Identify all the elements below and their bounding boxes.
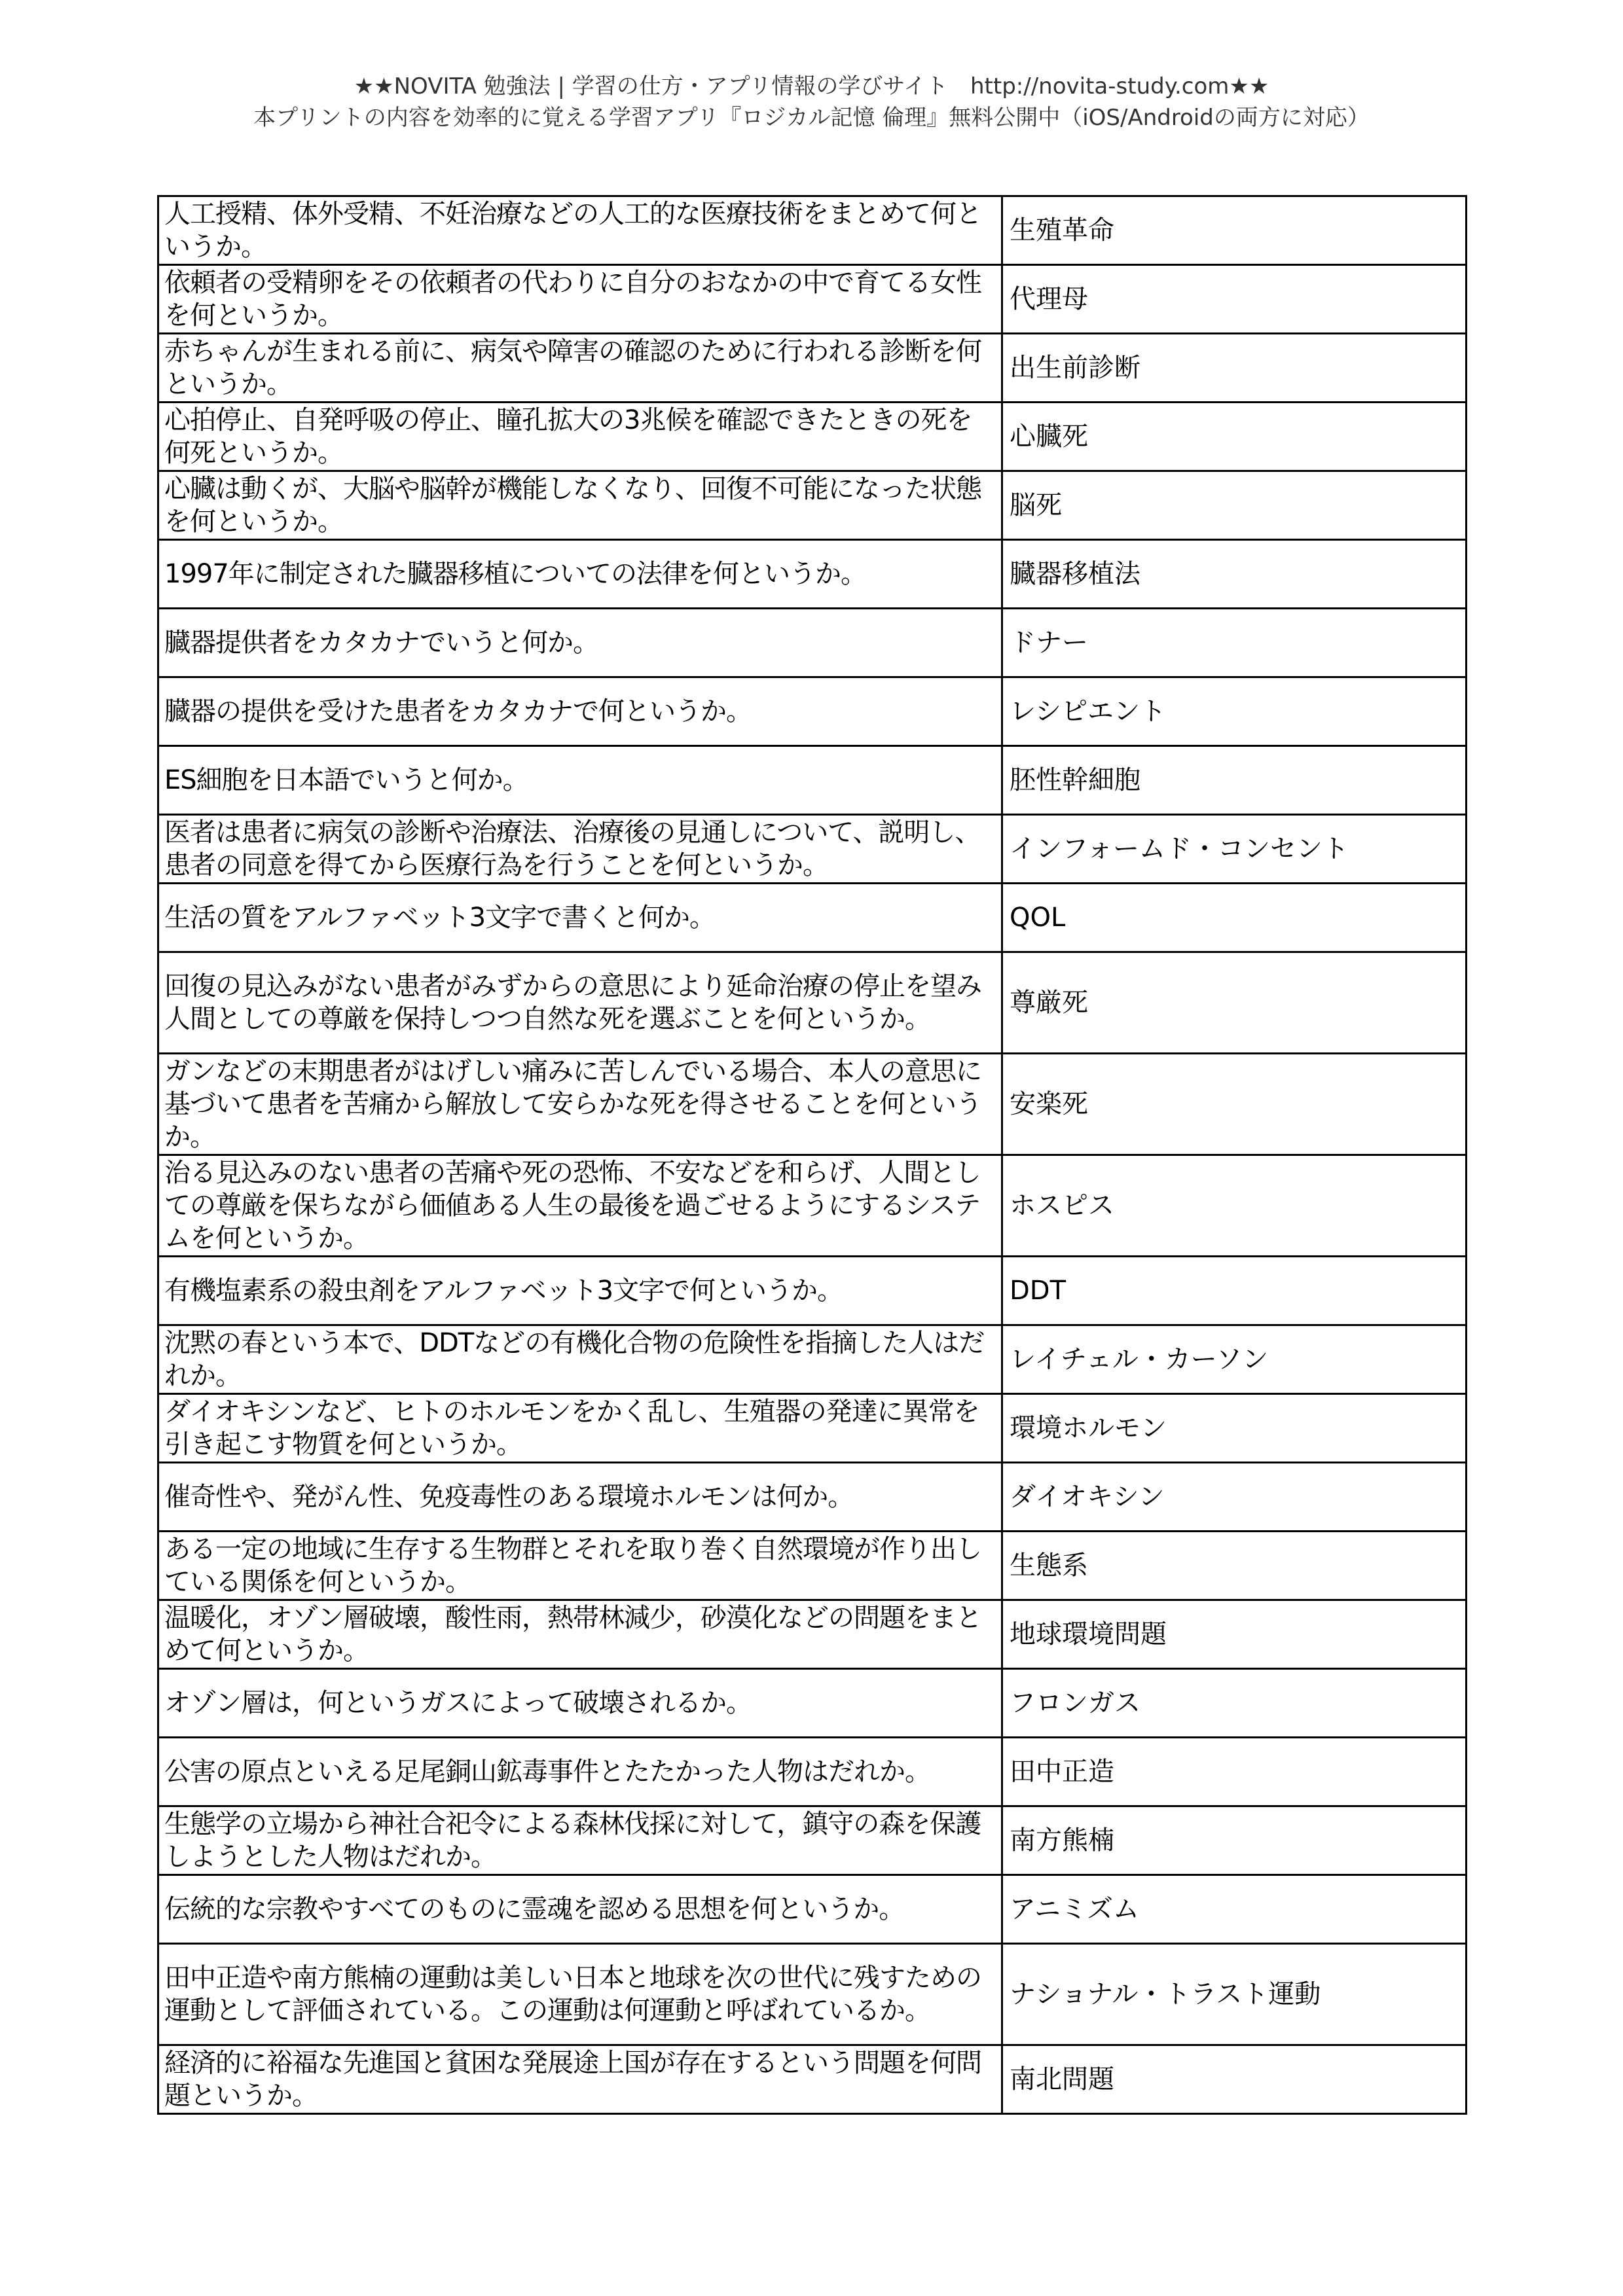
qa-table — [157, 195, 1467, 2115]
answer-cell: DDT — [1002, 1257, 1467, 1325]
table-row — [158, 265, 1467, 334]
answer-cell: 胚性幹細胞 — [1002, 746, 1467, 815]
answer-cell: インフォームド・コンセント — [1002, 815, 1467, 884]
question-cell: 臓器の提供を受けた患者をカタカナで何というか。 — [158, 677, 1002, 746]
question-cell: ガンなどの末期患者がはげしい痛みに苦しんでいる場合、本人の意思に基づいて患者を苦痛から解放して安らかな死を得させることを何というか。 — [158, 1054, 1002, 1155]
table-row — [158, 677, 1467, 746]
table-row — [158, 334, 1467, 403]
question-cell: オゾン層は，何というガスによって破壊されるか。 — [158, 1669, 1002, 1738]
question-cell: 有機塩素系の殺虫剤をアルファベット3文字で何というか。 — [158, 1257, 1002, 1325]
table-row — [158, 1054, 1467, 1155]
table-row — [158, 540, 1467, 609]
answer-cell: 南方熊楠 — [1002, 1806, 1467, 1875]
answer-cell: 尊厳死 — [1002, 952, 1467, 1054]
question-cell: ES細胞を日本語でいうと何か。 — [158, 746, 1002, 815]
answer-cell: 生殖革命 — [1002, 196, 1467, 265]
question-cell: 心拍停止、自発呼吸の停止、瞳孔拡大の3兆候を確認できたときの死を何死というか。 — [158, 403, 1002, 471]
table-row — [158, 1257, 1467, 1325]
table-row — [158, 609, 1467, 677]
question-cell: 医者は患者に病気の診断や治療法、治療後の見通しについて、説明し、患者の同意を得てから医療行為を行うことを何というか。 — [158, 815, 1002, 884]
answer-cell: ナショナル・トラスト運動 — [1002, 1944, 1467, 2045]
question-cell: ある一定の地域に生存する生物群とそれを取り巻く自然環境が作り出している関係を何というか。 — [158, 1532, 1002, 1600]
header-site-line: ★★NOVITA 勉強法 | 学習の仕方・アプリ情報の学びサイト http://novita-study.com★★ — [354, 73, 1269, 99]
answer-cell: 地球環境問題 — [1002, 1600, 1467, 1669]
question-cell: 田中正造や南方熊楠の運動は美しい日本と地球を次の世代に残すための運動として評価されている。この運動は何運動と呼ばれているか。 — [158, 1944, 1002, 2045]
table-row — [158, 1394, 1467, 1463]
answer-cell: ホスピス — [1002, 1155, 1467, 1257]
table-row — [158, 2045, 1467, 2114]
table-row — [158, 1155, 1467, 1257]
question-cell: 1997年に制定された臓器移植についての法律を何というか。 — [158, 540, 1002, 609]
answer-cell: QOL — [1002, 884, 1467, 952]
answer-cell: 脳死 — [1002, 471, 1467, 540]
table-row — [158, 471, 1467, 540]
page-header — [0, 71, 1623, 134]
question-cell: ダイオキシンなど、ヒトのホルモンをかく乱し、生殖器の発達に異常を引き起こす物質を何というか。 — [158, 1394, 1002, 1463]
answer-cell: 田中正造 — [1002, 1738, 1467, 1806]
question-cell: 治る見込みのない患者の苦痛や死の恐怖、不安などを和らげ、人間としての尊厳を保ちながら価値ある人生の最後を過ごせるようにするシステムを何というか。 — [158, 1155, 1002, 1257]
answer-cell: 心臓死 — [1002, 403, 1467, 471]
table-row — [158, 884, 1467, 952]
table-row — [158, 403, 1467, 471]
question-cell: 人工授精、体外受精、不妊治療などの人工的な医療技術をまとめて何というか。 — [158, 196, 1002, 265]
question-cell: 生活の質をアルファベット3文字で書くと何か。 — [158, 884, 1002, 952]
table-row — [158, 952, 1467, 1054]
answer-cell: 南北問題 — [1002, 2045, 1467, 2114]
answer-cell: 安楽死 — [1002, 1054, 1467, 1155]
answer-cell: 生態系 — [1002, 1532, 1467, 1600]
answer-cell: フロンガス — [1002, 1669, 1467, 1738]
question-cell: 公害の原点といえる足尾銅山鉱毒事件とたたかった人物はだれか。 — [158, 1738, 1002, 1806]
table-row — [158, 815, 1467, 884]
question-cell: 回復の見込みがない患者がみずからの意思により延命治療の停止を望み人間としての尊厳を保持しつつ自然な死を選ぶことを何というか。 — [158, 952, 1002, 1054]
table-row — [158, 1463, 1467, 1532]
question-cell: 生態学の立場から神社合祀令による森林伐採に対して，鎮守の森を保護しようとした人物はだれか。 — [158, 1806, 1002, 1875]
answer-cell: ダイオキシン — [1002, 1463, 1467, 1532]
question-cell: 赤ちゃんが生まれる前に、病気や障害の確認のために行われる診断を何というか。 — [158, 334, 1002, 403]
table-row — [158, 1806, 1467, 1875]
table-row — [158, 746, 1467, 815]
question-cell: 沈黙の春という本で、DDTなどの有機化合物の危険性を指摘した人はだれか。 — [158, 1325, 1002, 1394]
table-row — [158, 1532, 1467, 1600]
header-app-line: 本プリントの内容を効率的に覚える学習アプリ『ロジカル記憶 倫理』無料公開中（iOS/Androidの両方に対応） — [253, 105, 1370, 131]
answer-cell: ドナー — [1002, 609, 1467, 677]
table-row — [158, 1600, 1467, 1669]
question-cell: 依頼者の受精卵をその依頼者の代わりに自分のおなかの中で育てる女性を何というか。 — [158, 265, 1002, 334]
answer-cell: 代理母 — [1002, 265, 1467, 334]
question-cell: 催奇性や、発がん性、免疫毒性のある環境ホルモンは何か。 — [158, 1463, 1002, 1532]
question-cell: 伝統的な宗教やすべてのものに霊魂を認める思想を何というか。 — [158, 1875, 1002, 1944]
table-row — [158, 1944, 1467, 2045]
answer-cell: レイチェル・カーソン — [1002, 1325, 1467, 1394]
answer-cell: 出生前診断 — [1002, 334, 1467, 403]
answer-cell: 臓器移植法 — [1002, 540, 1467, 609]
table-row — [158, 196, 1467, 265]
question-cell: 経済的に裕福な先進国と貧困な発展途上国が存在するという問題を何問題というか。 — [158, 2045, 1002, 2114]
answer-cell: 環境ホルモン — [1002, 1394, 1467, 1463]
table-row — [158, 1669, 1467, 1738]
question-cell: 臓器提供者をカタカナでいうと何か。 — [158, 609, 1002, 677]
answer-cell: アニミズム — [1002, 1875, 1467, 1944]
answer-cell: レシピエント — [1002, 677, 1467, 746]
question-cell: 心臓は動くが、大脳や脳幹が機能しなくなり、回復不可能になった状態を何というか。 — [158, 471, 1002, 540]
table-row — [158, 1738, 1467, 1806]
table-row — [158, 1875, 1467, 1944]
table-row — [158, 1325, 1467, 1394]
question-cell: 温暖化，オゾン層破壊，酸性雨，熱帯林減少，砂漠化などの問題をまとめて何というか。 — [158, 1600, 1002, 1669]
